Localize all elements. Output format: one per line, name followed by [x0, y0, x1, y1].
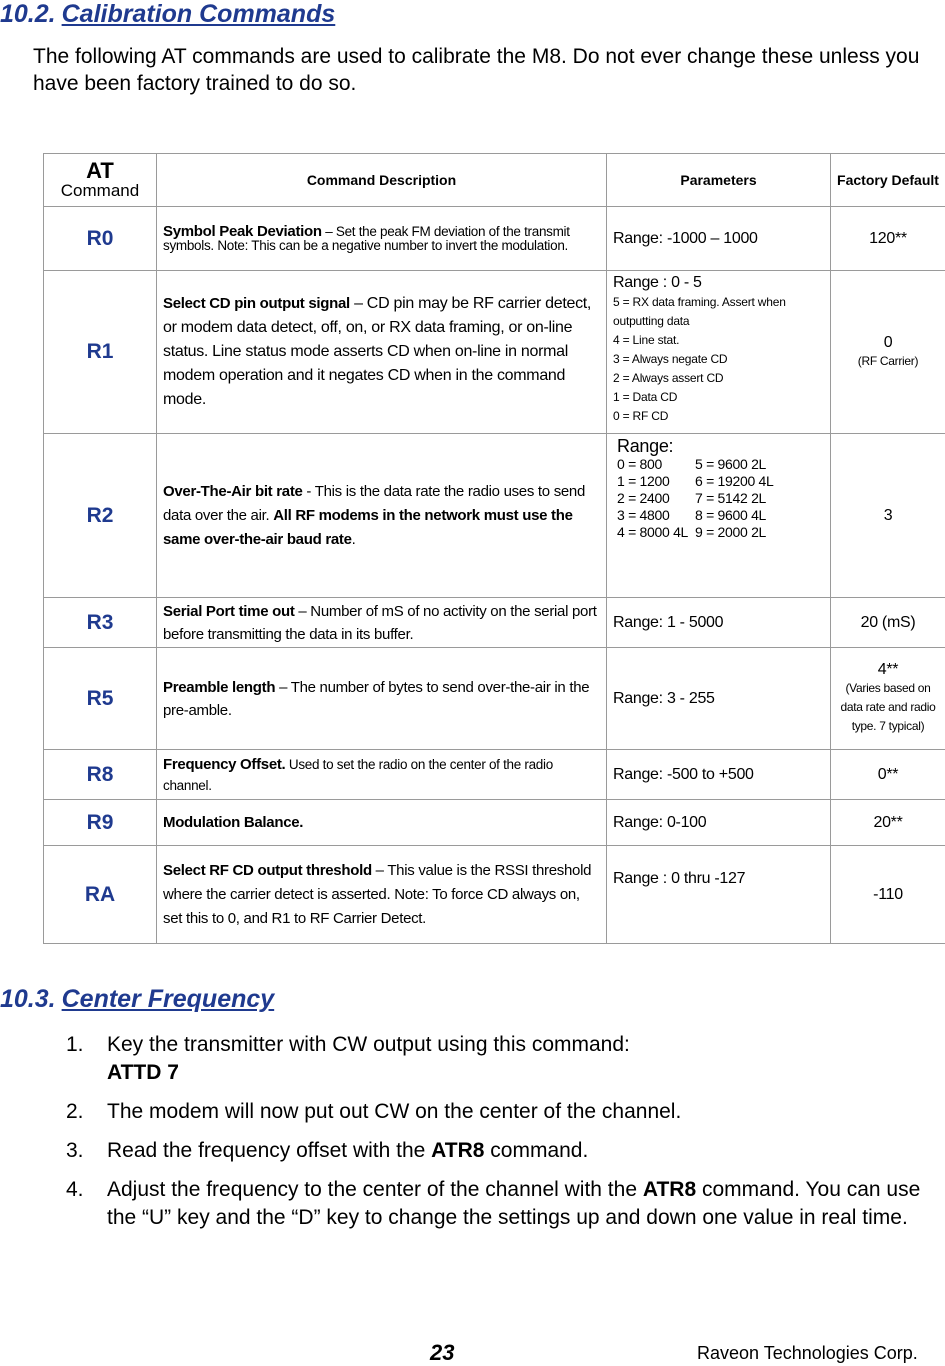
table-row	[44, 207, 945, 271]
factory-default: -110	[831, 846, 945, 944]
command-description: Over-The-Air bit rate - This is the data rate the radio uses to send data over the air. All RF modems in the network must use the same over-the-air baud rate.	[157, 434, 607, 598]
page-number: 23	[430, 1340, 454, 1366]
table-row	[44, 598, 945, 648]
command-description: Frequency Offset. Used to set the radio on the center of the radio channel.	[157, 750, 607, 800]
command-description: Serial Port time out – Number of mS of no activity on the serial port before transmitting the data in its buffer.	[157, 598, 607, 648]
section-number: 10.3.	[0, 985, 56, 1013]
center-frequency-steps	[66, 1031, 926, 1243]
factory-default: 4** (Varies based on data rate and radio type. 7 typical)	[831, 648, 945, 750]
factory-default: 0 (RF Carrier)	[831, 271, 945, 434]
section-heading-10-3	[0, 985, 274, 1014]
factory-default: 20 (mS)	[831, 598, 945, 648]
list-item: 1. Key the transmitter with CW output using this command: ATTD 7	[66, 1031, 926, 1087]
command-parameters: Range : 0 - 5 5 = RX data framing. Assert when outputting data 4 = Line stat. 3 = Always negate CD 2 = Always assert CD 1 = Data CD 0 = RF CD	[607, 271, 831, 434]
command-code: R1	[44, 271, 157, 434]
table-row	[44, 846, 945, 944]
command-text: ATTD 7	[107, 1059, 926, 1087]
table-header-row	[44, 154, 945, 207]
factory-default: 120**	[831, 207, 945, 271]
command-code: R5	[44, 648, 157, 750]
command-description: Select CD pin output signal – CD pin may be RF carrier detect, or modem data detect, off, on, or RX data framing, or on-line status. Line status mode asserts CD when on-line in normal modem operation and it negates CD when in the command mode.	[157, 271, 607, 434]
header-factory-default: Factory Default	[831, 154, 945, 207]
table-row	[44, 271, 945, 434]
list-item: 3. Read the frequency offset with the ATR8 command.	[66, 1137, 926, 1165]
command-code: R9	[44, 800, 157, 846]
command-description: Symbol Peak Deviation – Set the peak FM deviation of the transmit symbols. Note: This can be a negative number to invert the modulation.	[157, 207, 607, 271]
command-parameters: Range : 0 thru -127	[607, 846, 831, 944]
header-parameters: Parameters	[607, 154, 831, 207]
bit-rate-options: 0 = 800 5 = 9600 2L 1 = 1200 6 = 19200 4L 2 = 2400 7 = 5142 2L 3 = 4800 8 = 9600 4L 4 = 8000 4L 9 = 2000 2L	[617, 456, 824, 541]
section-title: Calibration Commands	[62, 0, 336, 28]
command-parameters: Range: 1 - 5000	[607, 598, 831, 648]
factory-default: 3	[831, 434, 945, 598]
calibration-table	[43, 153, 945, 944]
list-item: 2. The modem will now put out CW on the center of the channel.	[66, 1098, 926, 1126]
section-title: Center Frequency	[62, 985, 275, 1013]
command-code: R0	[44, 207, 157, 271]
header-at-command: AT Command	[44, 154, 157, 207]
command-parameters: Range: 0 = 800 5 = 9600 2L 1 = 1200 6 = 19200 4L 2 = 2400 7 = 5142 2L 3 = 4800 8 = 9600 4L 4 = 8000 4L 9 = 2000 2L	[607, 434, 831, 598]
command-code: R8	[44, 750, 157, 800]
command-parameters: Range: 0-100	[607, 800, 831, 846]
command-code: R2	[44, 434, 157, 598]
command-code: RA	[44, 846, 157, 944]
company-name: Raveon Technologies Corp.	[697, 1343, 918, 1364]
section-heading-10-2	[0, 0, 335, 29]
table-row	[44, 800, 945, 846]
intro-paragraph: The following AT commands are used to calibrate the M8. Do not ever change these unless you have been factory trained to do so.	[33, 43, 923, 97]
command-parameters: Range: 3 - 255	[607, 648, 831, 750]
command-code: R3	[44, 598, 157, 648]
section-number: 10.2.	[0, 0, 56, 28]
factory-default: 0**	[831, 750, 945, 800]
header-description: Command Description	[157, 154, 607, 207]
command-parameters: Range: -1000 – 1000	[607, 207, 831, 271]
factory-default: 20**	[831, 800, 945, 846]
command-description: Select RF CD output threshold – This value is the RSSI threshold where the carrier detect is asserted. Note: To force CD always on, set this to 0, and R1 to RF Carrier Detect.	[157, 846, 607, 944]
command-description: Modulation Balance.	[157, 800, 607, 846]
command-description: Preamble length – The number of bytes to send over-the-air in the pre-amble.	[157, 648, 607, 750]
table-row	[44, 434, 945, 598]
list-item: 4. Adjust the frequency to the center of the channel with the ATR8 command. You can use the “U” key and the “D” key to change the settings up and down one value in real time.	[66, 1176, 926, 1232]
table-row	[44, 750, 945, 800]
command-parameters: Range: -500 to +500	[607, 750, 831, 800]
table-row	[44, 648, 945, 750]
